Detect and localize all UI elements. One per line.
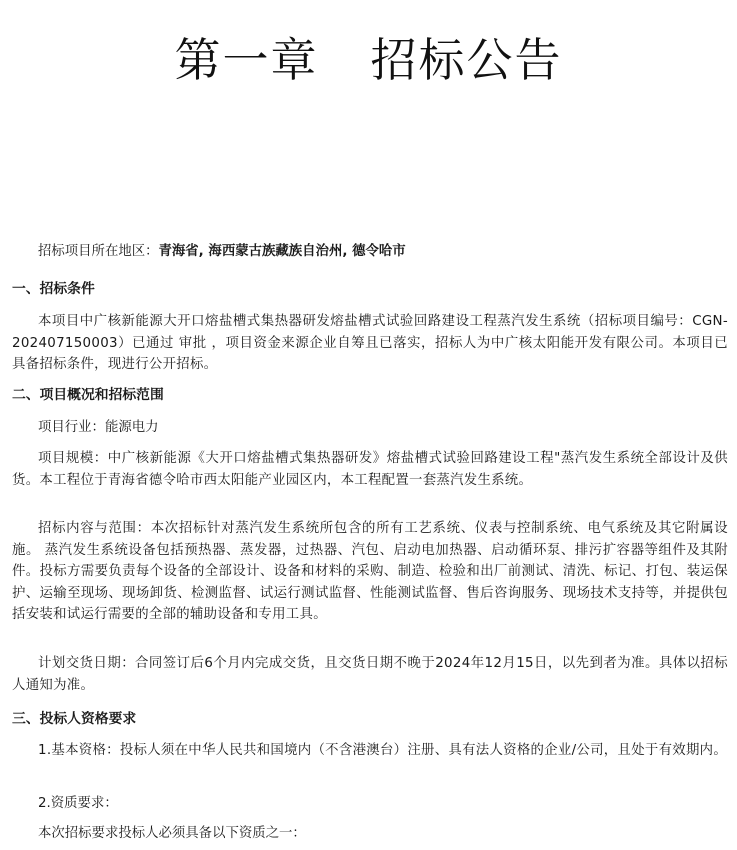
location-value: 青海省, 海西蒙古族藏族自治州, 德令哈市 (158, 244, 406, 259)
chapter-title (0, 24, 737, 90)
tender-conditions-paragraph: 本项目中广核新能源大开口熔盐槽式集热器研发熔盐槽式试验回路建设工程蒸汽发生系统（招标项目编号：CGN-202407150003）已通过 审批 ，项目资金来源企业自筹且已落实，招标人为中广核太阳能开发有限公司。本项目已具备招标条件，现进行公开招标。 (12, 314, 728, 372)
project-location (12, 242, 737, 262)
chapter-heading: 招标公告 (370, 33, 563, 87)
tender-scope-paragraph: 招标内容与范围：本次招标针对蒸汽发生系统所包含的所有工艺系统、仪表与控制系统、电气系统及其它附属设施。 蒸汽发生系统设备包括预热器、蒸发器，过热器、汽包、启动电加热器、启动循环泵、排污扩容器等组件及其附件。投标方需要负责每个设备的全部设计、设备和材料的采购、制造、检验和出厂前测试、清洗、标记、打包、装运保护、运输至现场、现场卸货、检测监督、试运行测试监督、性能测试监督、售后咨询服务、现场技术支持等，并提供包括安装和试运行需要的全部的辅助设备和专用工具。 (12, 521, 728, 622)
basic-qualification-paragraph: 1.基本资格：投标人须在中华人民共和国境内（不含港澳台）注册、具有法人资格的企业/公司，且处于有效期内。 (38, 743, 728, 758)
project-scale-paragraph: 项目规模：中广核新能源《大开口熔盐槽式集热器研发》熔盐槽式试验回路建设工程"蒸汽发生系统全部设计及供货。本工程位于青海省德令哈市西太阳能产业园区内，本工程配置一套蒸汽发生系统。 (12, 451, 728, 488)
location-label: 招标项目所在地区： (38, 244, 159, 259)
section-heading-project-overview: 二、项目概况和招标范围 (12, 387, 164, 403)
qualification-requirements-label: 2.资质要求： (38, 796, 118, 811)
section-heading-bidder-qualifications: 三、投标人资格要求 (12, 711, 137, 727)
delivery-date-paragraph: 计划交货日期：合同签订后6个月内完成交货，且交货日期不晚于2024年12月15日，以先到者为准。具体以招标人通知为准。 (12, 656, 728, 693)
chapter-number: 第一章 (174, 33, 319, 87)
project-industry: 项目行业：能源电力 (38, 420, 159, 435)
qualification-requirements-text: 本次招标要求投标人必须具备以下资质之一： (38, 826, 306, 841)
section-heading-tender-conditions: 一、招标条件 (12, 281, 95, 297)
